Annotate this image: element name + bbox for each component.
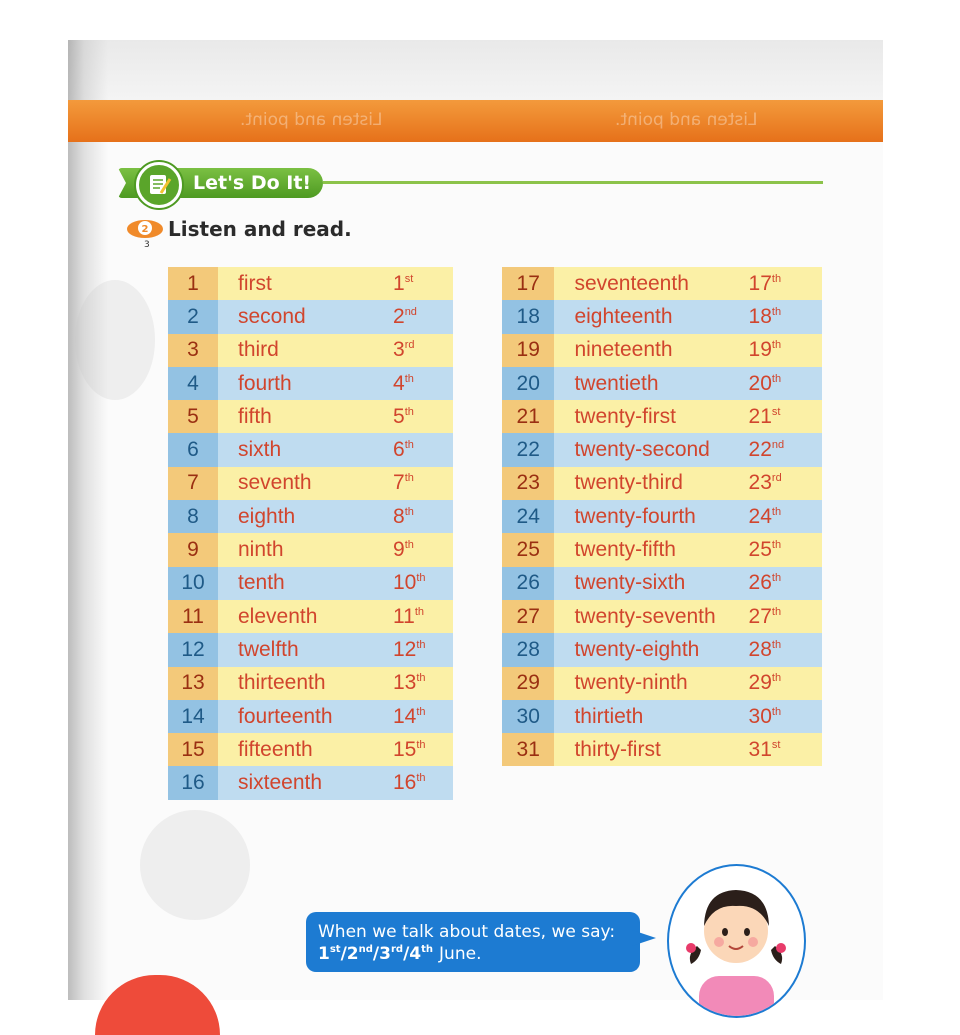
ordinal-number: 30 bbox=[748, 704, 772, 728]
ordinal-abbreviation bbox=[393, 700, 453, 733]
table-row bbox=[168, 433, 453, 466]
ordinal-suffix: th bbox=[416, 705, 426, 718]
row-number: 25 bbox=[502, 533, 554, 566]
ordinal-number: 5 bbox=[393, 404, 405, 428]
ordinal-number: 6 bbox=[393, 438, 405, 462]
ordinal-word: seventh bbox=[218, 467, 393, 500]
ordinal-word: sixth bbox=[218, 433, 393, 466]
instruction-text: Listen and read. bbox=[168, 217, 352, 241]
ordinal-word: eighth bbox=[218, 500, 393, 533]
ordinal-word: nineteenth bbox=[554, 334, 748, 367]
row-number: 15 bbox=[168, 733, 218, 766]
ordinal-abbreviation bbox=[749, 700, 822, 733]
bubble-month: June. bbox=[439, 944, 482, 964]
ordinal-number: 15 bbox=[393, 737, 417, 761]
banner-label: Let's Do It! bbox=[193, 172, 312, 194]
ordinal-word: fifth bbox=[218, 400, 393, 433]
row-number: 18 bbox=[502, 300, 554, 333]
ordinal-suffix: th bbox=[771, 705, 782, 718]
ordinal-word: ninth bbox=[218, 533, 393, 566]
table-row bbox=[502, 267, 822, 300]
row-number: 22 bbox=[502, 433, 554, 466]
ordinal-suffix: th bbox=[771, 638, 782, 651]
ordinal-abbreviation bbox=[393, 300, 453, 333]
ordinal-number: 13 bbox=[393, 671, 417, 695]
ordinal-abbreviation bbox=[393, 467, 453, 500]
ordinal-suffix: nd bbox=[771, 439, 785, 452]
ordinal-number: 24 bbox=[748, 504, 772, 528]
bubble-text: When we talk about dates, we say: bbox=[318, 922, 616, 942]
ordinal-word: twenty-eighth bbox=[554, 633, 748, 666]
table-row bbox=[168, 500, 453, 533]
row-number: 13 bbox=[168, 667, 218, 700]
ordinal-suffix: th bbox=[771, 605, 782, 618]
bubble-date-number: 1 bbox=[318, 944, 330, 964]
row-number: 21 bbox=[502, 400, 554, 433]
table-row bbox=[168, 467, 453, 500]
table-row bbox=[168, 567, 453, 600]
ordinal-suffix: th bbox=[416, 738, 426, 751]
ordinal-word: first bbox=[218, 267, 393, 300]
table-row bbox=[168, 533, 453, 566]
ordinal-number: 4 bbox=[393, 371, 405, 395]
ordinal-suffix: th bbox=[404, 539, 414, 552]
ordinal-suffix: th bbox=[404, 439, 414, 452]
ordinal-number: 2 bbox=[393, 304, 405, 328]
ordinal-abbreviation bbox=[393, 766, 453, 799]
ordinal-suffix: rd bbox=[404, 339, 415, 352]
ordinal-word: fourteenth bbox=[218, 700, 393, 733]
ordinal-suffix: th bbox=[771, 339, 782, 352]
ordinal-word: twenty-ninth bbox=[554, 667, 748, 700]
ordinal-number: 21 bbox=[748, 404, 772, 428]
table-row bbox=[502, 400, 822, 433]
faint-figure bbox=[140, 810, 250, 920]
ordinals-table-left bbox=[168, 267, 453, 800]
table-row bbox=[168, 300, 453, 333]
bubble-separator: / bbox=[340, 944, 347, 964]
ordinal-number: 26 bbox=[748, 571, 772, 595]
ordinal-word: thirtieth bbox=[554, 700, 748, 733]
ordinal-number: 31 bbox=[748, 737, 772, 761]
banner-divider bbox=[323, 181, 823, 184]
ordinal-number: 11 bbox=[393, 604, 415, 628]
ordinal-word: twenty-sixth bbox=[554, 567, 748, 600]
ordinal-suffix: th bbox=[416, 572, 426, 585]
ordinal-number: 10 bbox=[393, 571, 417, 595]
row-number: 29 bbox=[502, 667, 554, 700]
row-number: 16 bbox=[168, 766, 218, 799]
ordinal-number: 1 bbox=[393, 271, 405, 295]
ordinal-word: fourth bbox=[218, 367, 393, 400]
ordinal-number: 28 bbox=[748, 637, 772, 661]
audio-cd-icon bbox=[126, 217, 164, 239]
table-row bbox=[502, 600, 822, 633]
ordinal-abbreviation bbox=[749, 733, 822, 766]
ordinal-word: twelfth bbox=[218, 633, 393, 666]
table-row bbox=[168, 633, 453, 666]
row-number: 30 bbox=[502, 700, 554, 733]
ordinal-abbreviation bbox=[749, 500, 822, 533]
ordinal-suffix: st bbox=[771, 738, 781, 751]
row-number: 7 bbox=[168, 467, 218, 500]
ordinal-abbreviation bbox=[749, 400, 822, 433]
row-number: 3 bbox=[168, 334, 218, 367]
ordinal-word: thirteenth bbox=[218, 667, 393, 700]
ordinal-word: seventeenth bbox=[554, 267, 748, 300]
table-row bbox=[168, 667, 453, 700]
ordinal-abbreviation bbox=[393, 400, 453, 433]
ordinal-suffix: th bbox=[771, 672, 782, 685]
ordinal-suffix: th bbox=[771, 372, 782, 385]
ordinal-suffix: st bbox=[404, 272, 414, 285]
ordinal-suffix: th bbox=[404, 372, 414, 385]
table-row bbox=[502, 367, 822, 400]
row-number: 14 bbox=[168, 700, 218, 733]
table-row bbox=[168, 334, 453, 367]
bubble-dates bbox=[318, 944, 481, 964]
table-row bbox=[502, 667, 822, 700]
table-row bbox=[502, 700, 822, 733]
ordinal-suffix: th bbox=[416, 638, 426, 651]
ghost-heading-left: Listen and point. bbox=[615, 110, 758, 130]
table-row bbox=[502, 433, 822, 466]
row-number: 24 bbox=[502, 500, 554, 533]
table-row bbox=[168, 367, 453, 400]
ordinal-suffix: st bbox=[771, 405, 781, 418]
ordinal-number: 29 bbox=[748, 671, 772, 695]
row-number: 8 bbox=[168, 500, 218, 533]
ordinal-number: 14 bbox=[393, 704, 417, 728]
ordinal-word: twenty-first bbox=[554, 400, 748, 433]
notebook-pencil-icon bbox=[136, 162, 182, 208]
ordinal-abbreviation bbox=[393, 633, 453, 666]
bubble-separator: / bbox=[403, 944, 410, 964]
ordinal-abbreviation bbox=[393, 533, 453, 566]
ordinal-number: 8 bbox=[393, 504, 405, 528]
ordinal-number: 19 bbox=[748, 338, 772, 362]
ordinal-word: twenty-seventh bbox=[554, 600, 748, 633]
ordinal-abbreviation bbox=[749, 633, 822, 666]
ordinal-abbreviation bbox=[393, 600, 453, 633]
ordinal-abbreviation bbox=[749, 267, 822, 300]
ordinal-number: 17 bbox=[748, 271, 772, 295]
ordinal-abbreviation bbox=[393, 267, 453, 300]
ordinal-word: fifteenth bbox=[218, 733, 393, 766]
page-gutter-shadow bbox=[68, 40, 108, 1000]
bubble-date-number: 3 bbox=[379, 944, 391, 964]
row-number: 9 bbox=[168, 533, 218, 566]
row-number: 5 bbox=[168, 400, 218, 433]
row-number: 23 bbox=[502, 467, 554, 500]
ordinal-number: 20 bbox=[748, 371, 772, 395]
track-number: 3 bbox=[144, 240, 150, 250]
ordinal-suffix: nd bbox=[404, 305, 417, 318]
table-row bbox=[502, 633, 822, 666]
row-number: 6 bbox=[168, 433, 218, 466]
bubble-date-suffix: st bbox=[329, 944, 341, 955]
table-row bbox=[168, 267, 453, 300]
ordinal-abbreviation bbox=[393, 367, 453, 400]
ordinal-number: 22 bbox=[748, 438, 772, 462]
table-row bbox=[502, 733, 822, 766]
ordinal-word: twenty-second bbox=[554, 433, 748, 466]
row-number: 19 bbox=[502, 334, 554, 367]
row-number: 12 bbox=[168, 633, 218, 666]
ordinal-word: second bbox=[218, 300, 393, 333]
bubble-date-suffix: rd bbox=[390, 944, 404, 955]
ordinal-number: 9 bbox=[393, 538, 405, 562]
speech-bubble bbox=[306, 912, 640, 972]
ordinal-number: 16 bbox=[393, 771, 417, 795]
ghost-heading-right: Listen and point. bbox=[240, 110, 383, 130]
table-row bbox=[502, 567, 822, 600]
bubble-separator: / bbox=[372, 944, 380, 964]
ordinal-abbreviation bbox=[749, 433, 822, 466]
ordinal-word: twentieth bbox=[554, 367, 748, 400]
ordinal-abbreviation bbox=[393, 567, 453, 600]
table-row bbox=[502, 334, 822, 367]
ordinal-suffix: th bbox=[771, 539, 782, 552]
top-strip bbox=[68, 40, 883, 100]
ordinal-abbreviation bbox=[749, 467, 822, 500]
ordinal-suffix: th bbox=[404, 405, 414, 418]
ordinal-suffix: th bbox=[771, 305, 782, 318]
ordinal-number: 12 bbox=[393, 637, 417, 661]
girl-illustration bbox=[667, 864, 806, 1018]
ordinal-suffix: th bbox=[414, 605, 424, 618]
ordinal-word: third bbox=[218, 334, 393, 367]
ordinal-abbreviation bbox=[749, 533, 822, 566]
ordinal-word: thirty-first bbox=[554, 733, 748, 766]
ordinal-suffix: th bbox=[404, 472, 414, 485]
row-number: 2 bbox=[168, 300, 218, 333]
bubble-date-number: 4 bbox=[409, 944, 422, 964]
ordinal-abbreviation bbox=[749, 334, 822, 367]
table-row bbox=[168, 700, 453, 733]
header-bar bbox=[68, 100, 883, 142]
ordinal-word: twenty-fifth bbox=[554, 533, 748, 566]
svg-text:2: 2 bbox=[141, 224, 149, 235]
ordinal-number: 23 bbox=[748, 471, 772, 495]
ordinal-abbreviation bbox=[749, 567, 822, 600]
ordinal-number: 3 bbox=[393, 338, 405, 362]
row-number: 31 bbox=[502, 733, 554, 766]
ordinal-abbreviation bbox=[393, 500, 453, 533]
bubble-date-suffix: nd bbox=[358, 944, 373, 955]
table-row bbox=[502, 467, 822, 500]
row-number: 1 bbox=[168, 267, 218, 300]
ordinal-number: 25 bbox=[748, 538, 772, 562]
ordinal-word: twenty-fourth bbox=[554, 500, 748, 533]
ordinal-abbreviation bbox=[393, 433, 453, 466]
ordinal-word: twenty-third bbox=[554, 467, 748, 500]
ordinal-word: eighteenth bbox=[554, 300, 748, 333]
table-row bbox=[168, 766, 453, 799]
table-row bbox=[168, 400, 453, 433]
faint-figure bbox=[75, 280, 155, 400]
ordinal-abbreviation bbox=[393, 667, 453, 700]
ordinal-abbreviation bbox=[749, 600, 822, 633]
row-number: 4 bbox=[168, 367, 218, 400]
bubble-date-suffix: th bbox=[421, 944, 434, 955]
ordinal-suffix: th bbox=[416, 772, 426, 785]
ordinal-word: tenth bbox=[218, 567, 393, 600]
ordinals-table-right bbox=[502, 267, 822, 766]
bubble-date-number: 2 bbox=[346, 944, 359, 964]
ordinal-suffix: th bbox=[404, 505, 414, 518]
row-number: 28 bbox=[502, 633, 554, 666]
ordinal-suffix: th bbox=[771, 505, 782, 518]
ordinal-abbreviation bbox=[749, 300, 822, 333]
bubble-tail bbox=[632, 930, 656, 946]
ordinal-suffix: th bbox=[416, 672, 426, 685]
ordinal-number: 18 bbox=[748, 304, 772, 328]
ordinal-word: sixteenth bbox=[218, 766, 393, 799]
ordinal-abbreviation bbox=[749, 367, 822, 400]
table-row bbox=[502, 533, 822, 566]
ordinal-abbreviation bbox=[393, 334, 453, 367]
row-number: 10 bbox=[168, 567, 218, 600]
table-row bbox=[502, 500, 822, 533]
row-number: 20 bbox=[502, 367, 554, 400]
row-number: 11 bbox=[168, 600, 218, 633]
lets-do-it-banner bbox=[118, 162, 328, 202]
row-number: 26 bbox=[502, 567, 554, 600]
table-row bbox=[168, 733, 453, 766]
ordinal-number: 7 bbox=[393, 471, 405, 495]
ordinal-word: eleventh bbox=[218, 600, 393, 633]
ordinal-abbreviation bbox=[749, 667, 822, 700]
ordinal-number: 27 bbox=[748, 604, 772, 628]
row-number: 27 bbox=[502, 600, 554, 633]
ordinal-suffix: th bbox=[771, 572, 782, 585]
table-row bbox=[168, 600, 453, 633]
row-number: 17 bbox=[502, 267, 554, 300]
ordinal-suffix: th bbox=[771, 272, 782, 285]
table-row bbox=[502, 300, 822, 333]
ordinal-suffix: rd bbox=[771, 472, 782, 485]
ordinal-abbreviation bbox=[393, 733, 453, 766]
